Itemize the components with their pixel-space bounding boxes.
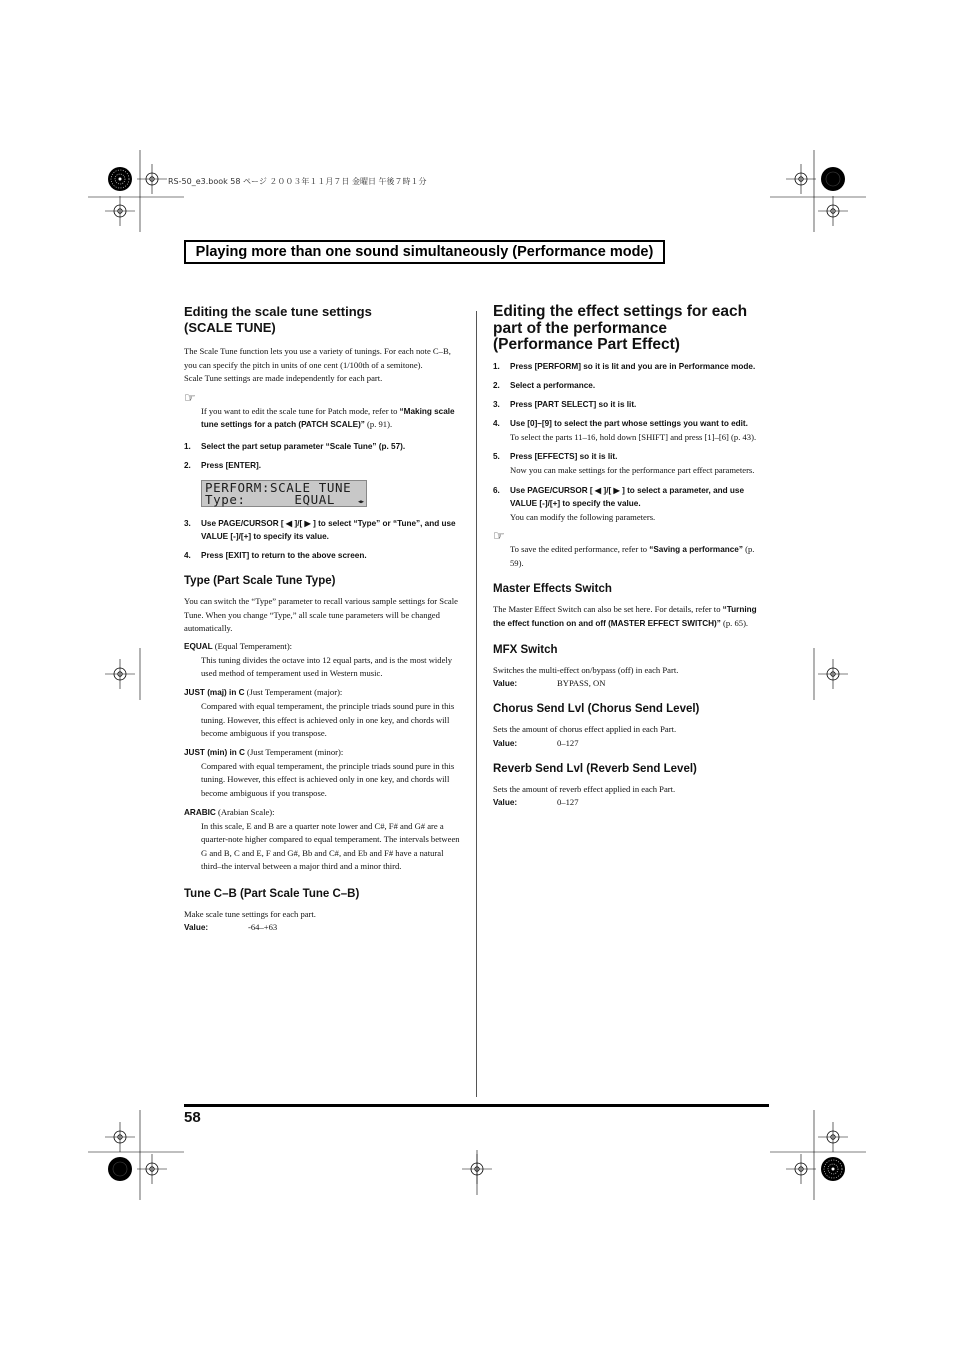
term-just-min: [184, 742, 460, 801]
term-desc: (Equal Temperament):: [212, 640, 293, 651]
step-text: Use PAGE/CURSOR [ ◀ ]/[ ▶ ] to select “Type” or “Tune”, and use VALUE [-]/[+] to specify its value.: [201, 518, 456, 541]
right-step-5: [493, 450, 763, 463]
lcd-line-1: PERFORM:SCALE TUNE: [205, 479, 352, 495]
lcd-cursor-icon: ◀▶: [357, 498, 364, 505]
step-4: [184, 549, 460, 562]
page-number: 58: [184, 1109, 201, 1126]
note-hand-icon: ☞: [184, 390, 196, 406]
step-text: Select a performance.: [510, 380, 596, 390]
lcd-line-2: Type: EQUAL: [205, 491, 336, 507]
note-text-pre: If you want to edit the scale tune for Patch mode, refer to: [201, 405, 400, 416]
mfx-value-row: [493, 677, 763, 690]
value-label: Value:: [184, 923, 209, 933]
value: -64–+63: [248, 922, 278, 933]
scale-tune-intro: The Scale Tune function lets you use a variety of tunings. For each note C–B, you can specify the pitch in units of one cent (1/100th of a semitone).: [184, 346, 451, 370]
note-text-post: (p. 91).: [364, 419, 393, 430]
value: BYPASS, ON: [557, 678, 606, 689]
term-name: EQUAL: [184, 641, 213, 651]
reverb-send-heading: Reverb Send Lvl (Reverb Send Level): [493, 762, 697, 775]
step-1: [184, 440, 460, 453]
effect-heading: [493, 304, 763, 354]
step-text: Press [EXIT] to return to the above screen.: [201, 550, 367, 560]
scale-tune-heading-line2: (SCALE TUNE): [184, 320, 276, 335]
value-label: Value:: [493, 738, 518, 748]
step-number: 6.: [493, 485, 500, 495]
term-body: In this scale, E and B are a quarter note lower and C#, F# and G# are a quarter-note higher compared to equal temperament. The intervals between G and B, C and E, F and G#, Bb and C#, and Eb and F# have a natural third–the interval between a major third and a minor third.: [201, 820, 460, 872]
mfx-switch-text: Switches the multi-effect on/bypass (off) in each Part.: [493, 664, 679, 675]
step-text: Use PAGE/CURSOR [ ◀ ]/[ ▶ ] to select a parameter, and use VALUE [-]/[+] to specify the value.: [510, 485, 745, 508]
step-number: 2.: [184, 460, 191, 470]
note-text: [184, 405, 460, 432]
right-step-4-sub: To select the parts 11–16, hold down [SHIFT] and press [1]–[6] (p. 43).: [510, 431, 757, 442]
chorus-value-row: [493, 737, 763, 750]
step-number: 4.: [493, 418, 500, 428]
master-text-pre: The Master Effect Switch can also be set here. For details, refer to: [493, 604, 723, 615]
right-note-text: [493, 543, 763, 570]
effect-heading-line3: (Performance Part Effect): [493, 336, 680, 353]
right-step-6: [493, 484, 763, 510]
term-desc: (Arabian Scale):: [215, 806, 275, 817]
column-divider: [476, 311, 477, 1097]
note-text-post: (p. 59).: [510, 544, 755, 568]
right-step-3: [493, 398, 763, 411]
registration-sunburst-top-left: [108, 167, 132, 191]
term-arabic: [184, 802, 460, 874]
footer-rule: [184, 1104, 769, 1107]
registration-circle-top-right: [821, 167, 845, 191]
note-reference: “Saving a performance”: [649, 545, 743, 555]
value-label: Value:: [493, 798, 518, 808]
right-step-1: [493, 360, 763, 373]
step-text: Use [0]–[9] to select the part whose settings you want to edit.: [510, 418, 748, 428]
left-column: [184, 304, 460, 934]
step-text: Select the part setup parameter “Scale Tune” (p. 57).: [201, 441, 406, 451]
lcd-display: [201, 480, 367, 507]
right-step-6-sub: You can modify the following parameters.: [510, 511, 656, 522]
page-title: Playing more than one sound simultaneously (Performance mode): [195, 244, 654, 260]
effect-heading-line1: Editing the effect settings for each: [493, 303, 748, 320]
value: 0–127: [557, 737, 579, 748]
scale-tune-heading-line1: Editing the scale tune settings: [184, 304, 372, 319]
mfx-switch-heading: MFX Switch: [493, 643, 558, 656]
value: 0–127: [557, 797, 579, 808]
registration-sunburst-bottom-right: [821, 1157, 845, 1181]
master-text-post: (p. 65).: [720, 618, 749, 629]
step-2: [184, 459, 460, 472]
reverb-send-text: Sets the amount of reverb effect applied in each Part.: [493, 783, 676, 794]
step-text: Press [EFFECTS] so it is lit.: [510, 452, 618, 462]
tune-text: Make scale tune settings for each part.: [184, 908, 316, 919]
note-text-pre: To save the edited performance, refer to: [510, 544, 650, 555]
value-label: Value:: [493, 679, 518, 689]
type-heading: Type (Part Scale Tune Type): [184, 574, 336, 587]
right-step-4: [493, 417, 763, 430]
step-number: 5.: [493, 452, 500, 462]
term-desc: (Just Temperament (major):: [244, 686, 343, 697]
term-body: Compared with equal temperament, the principle triads sound pure in this tuning. However, this effect is achieved only in one key, and chords will become ambiguous if you transpose.: [201, 700, 455, 739]
file-header: RS-50_e3.book 58 ページ ２００３年１１月７日 金曜日 午後７時１分: [168, 177, 427, 186]
type-intro: You can switch the “Type” parameter to recall various sample settings for Scale Tune. When you change “Type,” all scale tune parameters will be changed automatically.: [184, 595, 458, 634]
note-reference: “Making scale tune settings for a patch (PATCH SCALE)”: [201, 406, 455, 430]
scale-tune-intro-2: Scale Tune settings are made independently for each part.: [184, 373, 383, 384]
scale-tune-heading: [184, 304, 460, 336]
master-effects-heading: Master Effects Switch: [493, 583, 612, 596]
step-text: Press [PERFORM] so it is lit and you are in Performance mode.: [510, 361, 756, 371]
right-column: [493, 304, 763, 809]
term-body: Compared with equal temperament, the principle triads sound pure in this tuning. However, this effect is achieved only in one key, and chords will become ambiguous if you transpose.: [201, 760, 455, 798]
term-name: JUST (maj) in C: [184, 687, 245, 697]
reverb-value-row: [493, 796, 763, 809]
term-desc: (Just Temperament (minor):: [244, 746, 344, 757]
tune-value-row: [184, 921, 460, 934]
page-title-box: [184, 240, 665, 264]
step-number: 1.: [184, 441, 191, 451]
right-step-5-sub: Now you can make settings for the performance part effect parameters.: [510, 465, 755, 476]
step-text: Press [PART SELECT] so it is lit.: [510, 399, 637, 409]
registration-circle-bottom-left: [108, 1157, 132, 1181]
term-name: JUST (min) in C: [184, 747, 245, 757]
right-step-2: [493, 379, 763, 392]
term-just-maj: [184, 682, 460, 741]
effect-heading-line2: part of the performance: [493, 319, 667, 337]
chorus-send-heading: Chorus Send Lvl (Chorus Send Level): [493, 703, 700, 716]
step-number: 1.: [493, 361, 500, 371]
step-number: 4.: [184, 550, 191, 560]
step-text: Press [ENTER].: [201, 460, 262, 470]
note-hand-icon: ☞: [493, 529, 505, 545]
master-effects-text: [493, 603, 763, 630]
step-number: 3.: [493, 399, 500, 409]
step-number: 3.: [184, 518, 191, 528]
tune-heading: Tune C–B (Part Scale Tune C–B): [184, 887, 360, 900]
step-number: 2.: [493, 380, 500, 390]
term-equal: [184, 636, 460, 681]
term-name: ARABIC: [184, 807, 216, 817]
chorus-send-text: Sets the amount of chorus effect applied in each Part.: [493, 724, 677, 735]
step-3: [184, 517, 460, 543]
term-body: This tuning divides the octave into 12 equal parts, and is the most widely used method of temperament used in Western music.: [201, 654, 453, 679]
master-reference: “Turning the effect function on and off (MASTER EFFECT SWITCH)”: [493, 605, 757, 629]
